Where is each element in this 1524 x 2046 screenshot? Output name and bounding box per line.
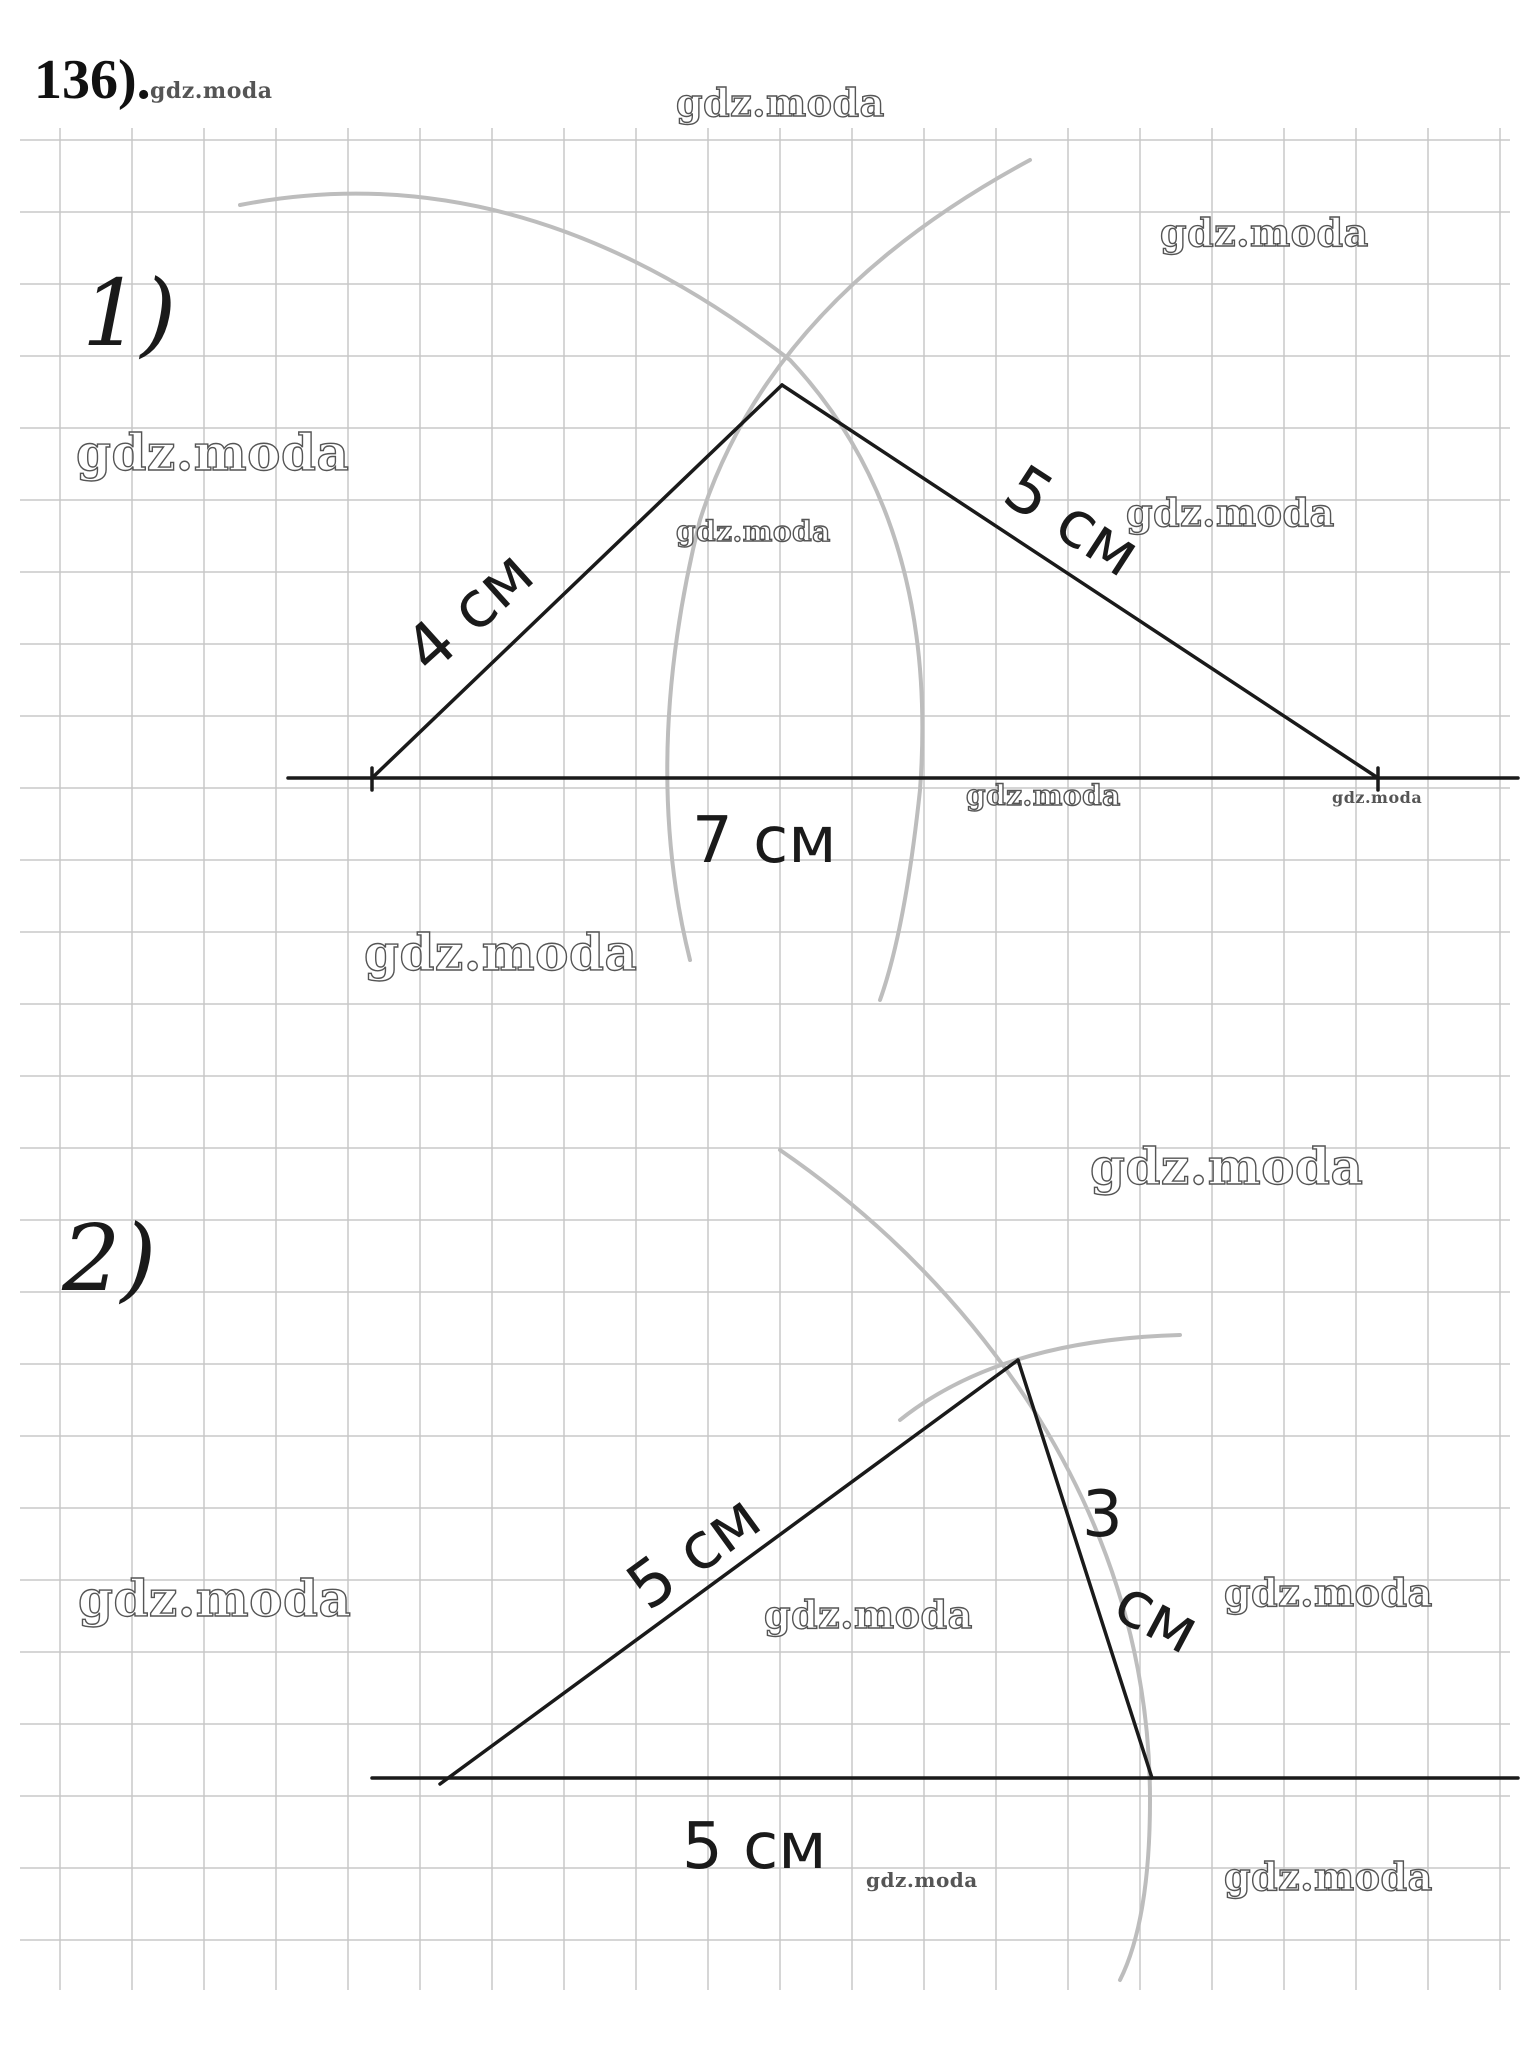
triangle-2-base-label: 5 см xyxy=(682,1810,827,1884)
watermark: gdz.moda xyxy=(150,78,273,104)
watermark: gdz.moda xyxy=(1126,490,1335,535)
triangle-2-right-side-label-line1: 3 xyxy=(1082,1478,1123,1552)
construction-arc-2b xyxy=(900,1335,1180,1420)
triangle-1-right-side-label: 5 см xyxy=(991,451,1153,593)
triangle-2-right-side xyxy=(1018,1360,1152,1778)
watermark: gdz.moda xyxy=(1224,1570,1433,1615)
watermark: gdz.moda xyxy=(676,515,831,548)
grid-paper xyxy=(20,128,1510,1990)
watermark: gdz.moda xyxy=(1332,788,1423,807)
part-2-label: 2) xyxy=(62,1205,157,1312)
compass-arcs xyxy=(240,160,1180,1980)
watermark: gdz.moda xyxy=(676,80,885,125)
watermark: gdz.moda xyxy=(364,923,638,982)
watermark: gdz.moda xyxy=(78,1569,352,1628)
watermark: gdz.moda xyxy=(764,1592,973,1637)
watermark: gdz.moda xyxy=(76,423,350,482)
triangle-1-base-label: 7 см xyxy=(692,804,837,878)
triangle-1-right-side xyxy=(782,385,1378,778)
triangle-1-left-side-label: 4 см xyxy=(391,536,549,688)
watermark: gdz.moda xyxy=(1224,1854,1433,1899)
problem-number: 136). xyxy=(34,49,151,111)
watermark: gdz.moda xyxy=(1160,210,1369,255)
triangle-2-left-side-label: 5 см xyxy=(613,1480,775,1625)
watermark: gdz.moda xyxy=(1090,1137,1364,1196)
watermark: gdz.moda xyxy=(966,779,1121,812)
construction-arc-2a xyxy=(780,1150,1150,1980)
part-1-label: 1) xyxy=(82,260,177,367)
triangle-2-right-side-label-line2: см xyxy=(1102,1564,1211,1670)
watermark: gdz.moda xyxy=(866,1868,978,1892)
triangle-1-left-side xyxy=(372,385,782,778)
